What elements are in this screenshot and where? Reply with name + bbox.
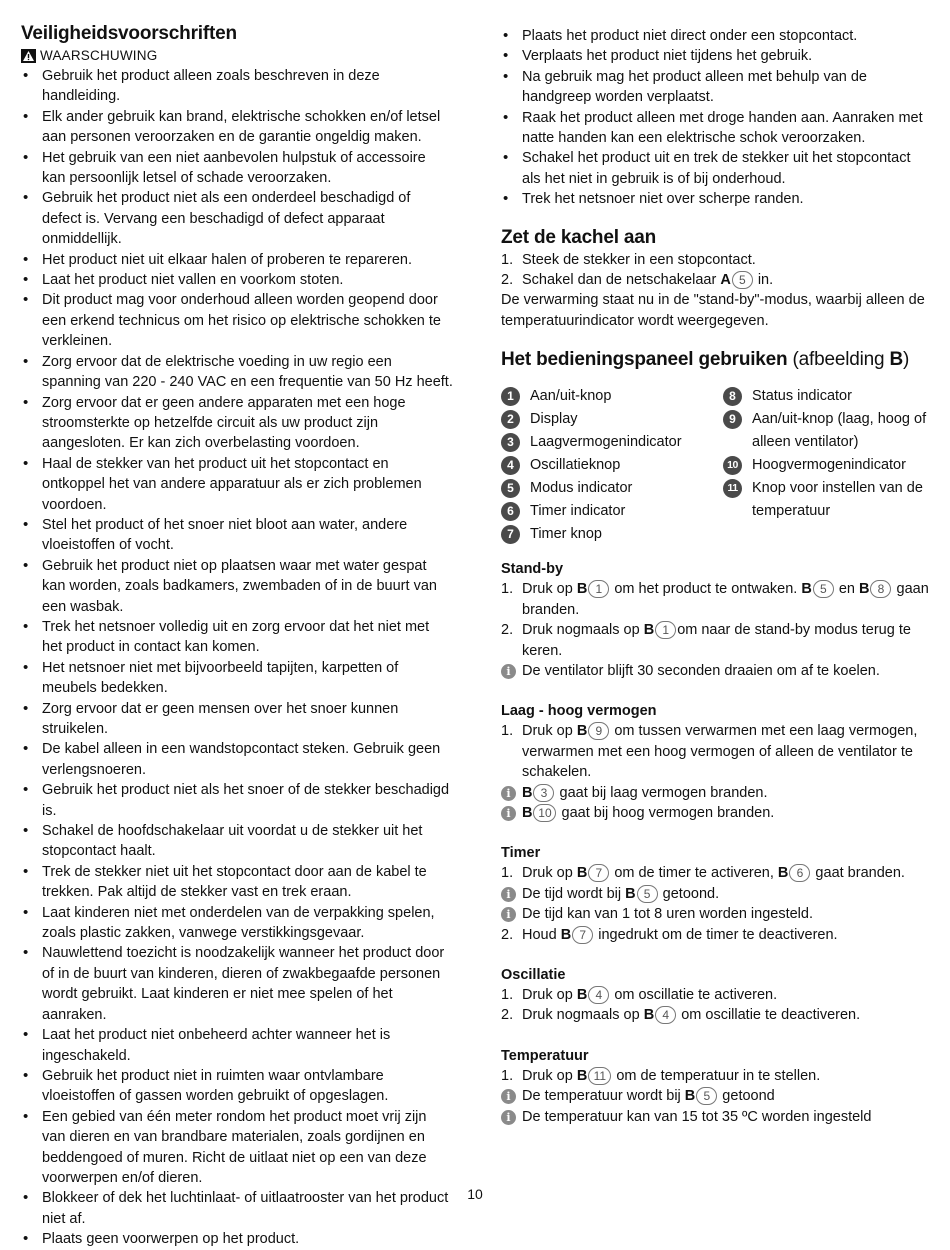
list-item: • Zorg ervoor dat er geen mensen over het snoer kunnen struikelen. — [21, 699, 453, 740]
list-item: • Verplaats het product niet tijdens het gebruik. — [501, 46, 929, 66]
step-text: Druk nogmaals op — [522, 622, 644, 639]
step-number: 2. — [501, 926, 514, 943]
page-number: 10 — [467, 1186, 483, 1202]
info-text: De temperatuur wordt bij — [522, 1088, 685, 1105]
legend-item — [723, 385, 929, 408]
turn-on-steps — [501, 250, 929, 291]
legend-label: Timer indicator — [530, 503, 626, 520]
step-number: 2. — [501, 1007, 514, 1024]
step-text: gaat branden. — [811, 865, 905, 882]
callout-number: 5 — [637, 885, 658, 903]
legend-label: Hoogvermogenindicator — [752, 457, 906, 474]
callout-number: 4 — [655, 1006, 676, 1024]
info-text: De ventilator blijft 30 seconden draaien om af te koelen. — [522, 662, 880, 679]
step-number: 1. — [501, 723, 514, 740]
warning-icon — [21, 49, 36, 63]
legend-label: Aan/uit-knop — [530, 388, 612, 405]
legend-number-badge: 5 — [501, 479, 520, 498]
info-note — [501, 884, 929, 904]
callout-number: 11 — [588, 1067, 611, 1085]
timer-steps — [501, 863, 929, 883]
timer-steps-2 — [501, 925, 929, 945]
callout-number: 3 — [533, 784, 554, 802]
info-icon: i — [501, 664, 516, 679]
callout-number: 10 — [533, 804, 556, 822]
list-item: • Elk ander gebruik kan brand, elektrische schokken en/of letsel aan personen veroorzaken en de garantie ongeldig maken. — [21, 107, 453, 148]
list-item: • Dit product mag voor onderhoud alleen worden geopend door een erkend technicus om het risico op elektrische schokken te verkleinen. — [21, 290, 453, 351]
legend-number-badge: 2 — [501, 410, 520, 429]
step-text: gaan branden. — [522, 581, 929, 618]
safety-title: Veiligheidsvoorschriften — [21, 23, 237, 44]
step-text: ingedrukt om de timer te deactiveren. — [594, 926, 838, 943]
step-text: Druk op — [522, 1067, 577, 1084]
list-item: • Blokkeer of dek het luchtinlaat- of uitlaatrooster van het product niet af. — [21, 1188, 453, 1229]
legend-label: Knop voor instellen van de temperatuur — [752, 480, 923, 520]
legend-column-left — [501, 385, 711, 546]
list-item: • Het product niet uit elkaar halen of proberen te repareren. — [21, 250, 453, 270]
list-item: • Schakel het product uit en trek de stekker uit het stopcontact als het niet in gebruik is of bij onderhoud. — [501, 148, 929, 189]
panel-title-bold: Het bedieningspaneel gebruiken — [501, 349, 788, 371]
legend-label: Aan/uit-knop (laag, hoog of alleen ventilator) — [752, 411, 927, 451]
callout-number: 1 — [588, 580, 609, 598]
callout-number: 7 — [588, 864, 609, 882]
callout-number: 8 — [870, 580, 891, 598]
list-item: • Nauwlettend toezicht is noodzakelijk wanneer het product door of in de buurt van kinderen, dieren of zwakbegaafde personen wordt gebruikt. Laat kinderen er niet mee spelen of het aanraken. — [21, 943, 453, 1025]
list-item: • Trek de stekker niet uit het stopcontact door aan de kabel te trekken. Pak altijd de stekker vast en trek eraan. — [21, 862, 453, 903]
figure-ref: B — [576, 581, 588, 598]
figure-ref: B — [643, 622, 655, 639]
list-item: • Raak het product alleen met droge handen aan. Aanraken met natte handen kan een elektrische schok veroorzaken. — [501, 108, 929, 149]
legend-item — [501, 523, 711, 546]
legend-number-badge: 7 — [501, 525, 520, 544]
figure-ref: B — [522, 784, 533, 801]
info-icon: i — [501, 806, 516, 821]
list-item: • Het gebruik van een niet aanbevolen hulpstuk of accessoire kan persoonlijk letsel of schade veroorzaken. — [21, 148, 453, 189]
step-text: in. — [753, 272, 774, 289]
figure-ref: B — [684, 1088, 696, 1105]
info-text: De temperatuur kan van 15 tot 35 ºC worden ingesteld — [522, 1108, 872, 1125]
info-note — [501, 1086, 929, 1106]
step-number: 1. — [501, 581, 514, 598]
panel-title-end: ) — [902, 349, 910, 371]
info-note — [501, 783, 929, 803]
legend-item — [501, 385, 711, 408]
figure-ref: B — [522, 804, 533, 821]
info-note — [501, 803, 929, 823]
power-steps — [501, 721, 929, 782]
list-item: • Laat kinderen niet met onderdelen van de verpakking spelen, zoals plastic zakken, vanwege verstikkingsgevaar. — [21, 903, 453, 944]
info-text: getoond — [718, 1088, 775, 1105]
step-text: Steek de stekker in een stopcontact. — [522, 251, 756, 268]
legend-column-right — [723, 385, 929, 523]
list-item: • Het netsnoer niet met bijvoorbeeld tapijten, karpetten of meubels bedekken. — [21, 658, 453, 699]
callout-number: 6 — [789, 864, 810, 882]
step-number: 1. — [501, 865, 514, 882]
legend-label: Display — [530, 411, 578, 428]
list-item: • Stel het product of het snoer niet bloot aan water, andere vloeistoffen of vocht. — [21, 515, 453, 556]
step-text: Druk nogmaals op — [522, 1007, 644, 1024]
step-text: om het product te ontwaken. — [610, 581, 802, 598]
figure-ref: B — [576, 1067, 588, 1084]
warning-header — [21, 46, 453, 65]
legend-label: Modus indicator — [530, 480, 633, 497]
list-item: • Haal de stekker van het product uit het stopcontact en ontkoppel het van andere apparatuur als er zich problemen voordoen. — [21, 454, 453, 515]
info-icon: i — [501, 887, 516, 902]
legend-item — [501, 408, 711, 431]
step-item — [501, 250, 929, 270]
list-item: • De kabel alleen in een wandstopcontact steken. Gebruik geen verlengsnoeren. — [21, 739, 453, 780]
legend-number-badge: 3 — [501, 433, 520, 452]
list-item: • Trek het netsnoer niet over scherpe randen. — [501, 189, 929, 209]
temperature-title: Temperatuur — [501, 1047, 589, 1064]
legend-item — [501, 500, 711, 523]
info-text: getoond. — [658, 885, 720, 902]
legend-item — [723, 477, 929, 523]
step-text: om oscillatie te activeren. — [610, 986, 778, 1003]
turn-on-title: Zet de kachel aan — [501, 226, 657, 248]
figure-ref: B — [625, 885, 636, 902]
left-column — [21, 22, 453, 1250]
standby-note: De verwarming staat nu in de "stand-by"-modus, waarbij alleen de temperatuurindicator wordt weergegeven. — [501, 292, 925, 329]
callout-number: 5 — [732, 271, 753, 289]
list-item: • Een gebied van één meter rondom het product moet vrij zijn van dieren en van brandbare materialen, zoals gordijnen en beddengoed of muren. Richt de uitlaat niet op een van deze voorwerpen en/of dieren. — [21, 1107, 453, 1189]
step-item — [501, 270, 929, 290]
step-text: om de timer te activeren, — [610, 865, 778, 882]
list-item: • Plaats het product niet direct onder een stopcontact. — [501, 26, 929, 46]
step-text: en — [834, 581, 859, 598]
list-item: • Trek het netsnoer volledig uit en zorg ervoor dat het niet met het product in contact kan komen. — [21, 617, 453, 658]
info-note — [501, 1107, 929, 1127]
list-item: • Gebruik het product niet als een onderdeel beschadigd of defect is. Vervang een beschadigd of defect apparaat onmiddellijk. — [21, 188, 453, 249]
legend-number-badge: 8 — [723, 387, 742, 406]
temperature-steps — [501, 1066, 929, 1086]
info-note — [501, 661, 929, 681]
step-item — [501, 925, 929, 945]
step-number: 1. — [501, 251, 514, 268]
list-item: • Laat het product niet vallen en voorkom stoten. — [21, 270, 453, 290]
step-number: 1. — [501, 986, 514, 1003]
info-icon: i — [501, 786, 516, 801]
step-text: om tussen verwarmen met een laag vermogen, verwarmen met een hoog vermogen of alleen de ventilator te schakelen. — [522, 723, 918, 781]
step-text: om oscillatie te deactiveren. — [677, 1007, 861, 1024]
legend-label: Oscillatieknop — [530, 457, 621, 474]
step-item — [501, 1005, 929, 1025]
step-text: Druk op — [522, 723, 577, 740]
figure-ref: B — [859, 581, 870, 598]
legend-label: Status indicator — [752, 388, 852, 405]
step-text: Druk op — [522, 986, 577, 1003]
info-text: gaat bij hoog vermogen branden. — [557, 804, 775, 821]
list-item: • Gebruik het product niet op plaatsen waar met water gespat kan worden, zoals badkamers, zwembaden of in de buurt van een wasbak. — [21, 556, 453, 617]
standby-steps — [501, 579, 929, 661]
info-text: gaat bij laag vermogen branden. — [555, 784, 768, 801]
legend-item — [501, 431, 711, 454]
figure-ref: B — [643, 1007, 655, 1024]
list-item: • Gebruik het product niet als het snoer of de stekker beschadigd is. — [21, 780, 453, 821]
callout-number: 4 — [588, 986, 609, 1004]
legend-number-badge: 6 — [501, 502, 520, 521]
legend-number-badge: 4 — [501, 456, 520, 475]
figure-ref: B — [576, 865, 588, 882]
step-item — [501, 579, 929, 620]
callout-number: 5 — [696, 1087, 717, 1105]
oscillation-steps — [501, 985, 929, 1026]
callout-number: 7 — [572, 926, 593, 944]
list-item: • Gebruik het product niet in ruimten waar ontvlambare vloeistoffen of gassen worden gebruikt of opgeslagen. — [21, 1066, 453, 1107]
figure-ref: A — [720, 272, 731, 289]
list-item: • Zorg ervoor dat de elektrische voeding in uw regio een spanning van 220 - 240 VAC en een frequentie van 50 Hz heeft. — [21, 352, 453, 393]
step-item — [501, 721, 929, 782]
info-icon: i — [501, 1110, 516, 1125]
list-item: • Plaats geen voorwerpen op het product. — [21, 1229, 453, 1249]
info-text: De tijd wordt bij — [522, 885, 626, 902]
legend-number-badge: 11 — [723, 479, 742, 498]
legend-label: Timer knop — [530, 526, 602, 543]
list-item: • Zorg ervoor dat er geen andere apparaten met een hoge stroomsterkte op hetzelfde circuit als uw product zijn aangesloten. Er kan zich overbelasting voordoen. — [21, 393, 453, 454]
warning-label: WAARSCHUWING — [40, 48, 158, 63]
panel-title — [501, 348, 929, 372]
list-item: • Gebruik het product alleen zoals beschreven in deze handleiding. — [21, 66, 453, 107]
legend-item — [723, 408, 929, 454]
panel-legend — [501, 385, 929, 543]
legend-number-badge: 10 — [723, 456, 742, 475]
step-item — [501, 985, 929, 1005]
callout-number: 9 — [588, 722, 609, 740]
figure-ref: B — [777, 865, 789, 882]
list-item: • Schakel de hoofdschakelaar uit voordat u de stekker uit het stopcontact haalt. — [21, 821, 453, 862]
step-number: 2. — [501, 622, 514, 639]
legend-number-badge: 9 — [723, 410, 742, 429]
power-title: Laag - hoog vermogen — [501, 703, 657, 720]
figure-ref: B — [560, 926, 572, 943]
legend-item — [723, 454, 929, 477]
legend-label: Laagvermogenindicator — [530, 434, 682, 451]
legend-item — [501, 477, 711, 500]
step-text: Druk op — [522, 865, 577, 882]
step-item — [501, 863, 929, 883]
step-number: 1. — [501, 1067, 514, 1084]
figure-ref: B — [576, 723, 588, 740]
step-text: Druk op — [522, 581, 577, 598]
step-text: om de temperatuur in te stellen. — [612, 1067, 821, 1084]
panel-title-ref: B — [889, 349, 903, 371]
figure-ref: B — [576, 986, 588, 1003]
oscillation-title: Oscillatie — [501, 966, 566, 983]
legend-item — [501, 454, 711, 477]
safety-list-continued — [501, 26, 929, 210]
callout-number: 5 — [813, 580, 834, 598]
timer-title: Timer — [501, 845, 541, 862]
info-icon: i — [501, 907, 516, 922]
info-note — [501, 904, 929, 924]
info-text: De tijd kan van 1 tot 8 uren worden ingesteld. — [522, 906, 813, 923]
list-item: • Laat het product niet onbeheerd achter wanneer het is ingeschakeld. — [21, 1025, 453, 1066]
panel-title-light: (afbeelding — [787, 349, 890, 371]
info-icon: i — [501, 1089, 516, 1104]
standby-title: Stand-by — [501, 561, 564, 578]
step-item — [501, 620, 929, 661]
step-text: Houd — [522, 926, 561, 943]
step-item — [501, 1066, 929, 1086]
step-text: om naar de stand-by modus terug te keren. — [522, 622, 911, 659]
safety-list — [21, 66, 453, 1250]
right-column — [501, 26, 929, 1127]
callout-number: 1 — [655, 621, 676, 639]
legend-number-badge: 1 — [501, 387, 520, 406]
step-number: 2. — [501, 272, 514, 289]
figure-ref: B — [801, 581, 812, 598]
list-item: • Na gebruik mag het product alleen met behulp van de handgreep worden verplaatst. — [501, 67, 929, 108]
step-text: Schakel dan de netschakelaar — [522, 272, 721, 289]
